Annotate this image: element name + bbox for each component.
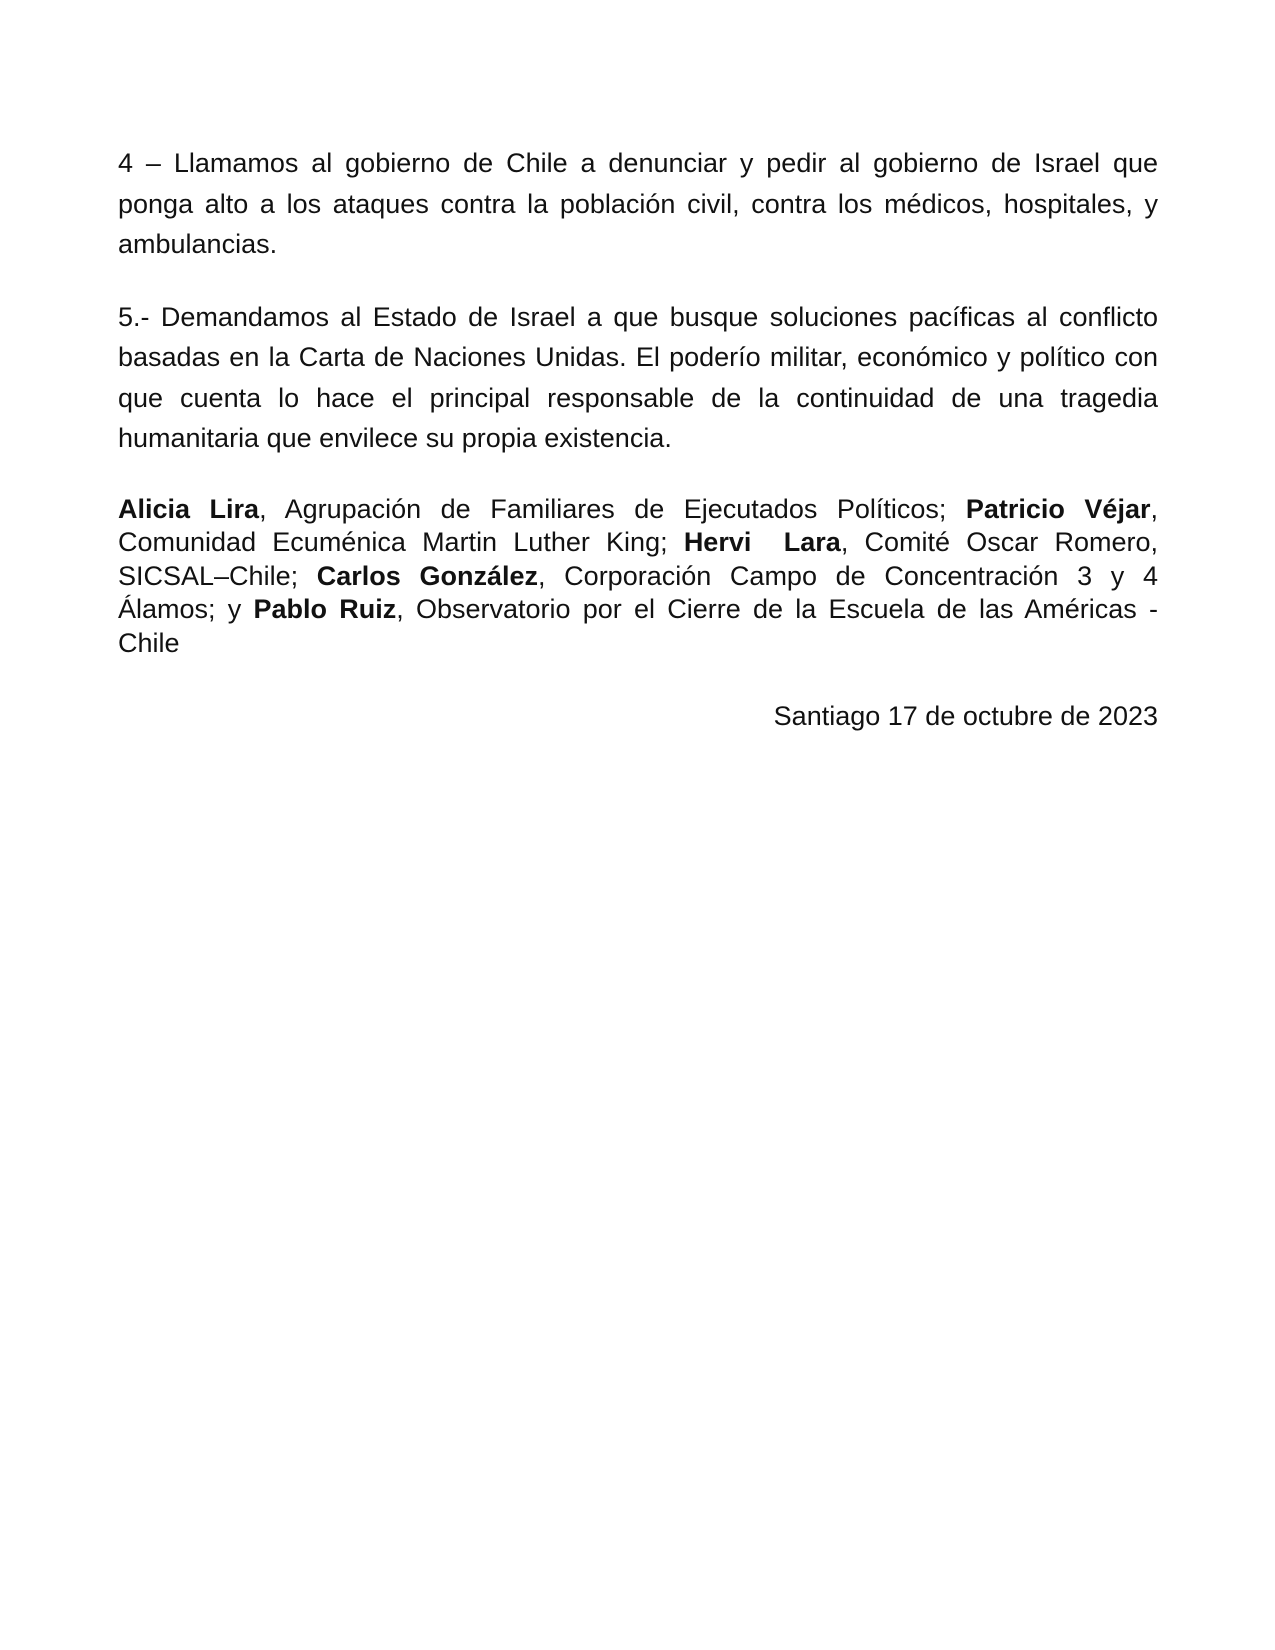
signatory-name: Pablo Ruiz	[253, 594, 397, 624]
signatory-name: Hervi Lara	[683, 527, 841, 557]
signatory-name: Carlos González	[316, 560, 538, 591]
signatory-organization: , Corporación Campo de Concentración 3 y 4 Álamos; y	[118, 560, 1158, 624]
paragraph-point-4: 4 – Llamamos al gobierno de Chile a denunciar y pedir al gobierno de Israel que ponga alto a los ataques contra la población civil, contra los médicos, hospitales, y ambulancias.	[118, 148, 1158, 259]
signatory-organization: , Agrupación de Familiares de Ejecutados Políticos;	[259, 493, 966, 524]
signatory-name: Patricio Véjar	[965, 493, 1151, 524]
paragraph-point-5: 5.- Demandamos al Estado de Israel a que busque soluciones pacíficas al conflicto basadas en la Carta de Naciones Unidas. El poderío militar, económico y político con que cuenta lo hace el principal responsable de la continuidad de una tragedia humanitaria que envilece su propia existencia.	[118, 301, 1158, 453]
signatory-organization: , Comunidad Ecuménica Martin Luther King;	[118, 493, 1158, 557]
date-place-line: Santiago 17 de octubre de 2023	[773, 701, 1158, 731]
signatory-organization: , Observatorio por el Cierre de la Escuela de las Américas - Chile	[118, 594, 1158, 658]
signatory-organization: , Comité Oscar Romero, SICSAL–Chile;	[118, 527, 1158, 591]
document-body	[118, 143, 1158, 736]
signatory-name: Alicia Lira	[118, 493, 260, 524]
signatories-block	[118, 493, 1158, 661]
